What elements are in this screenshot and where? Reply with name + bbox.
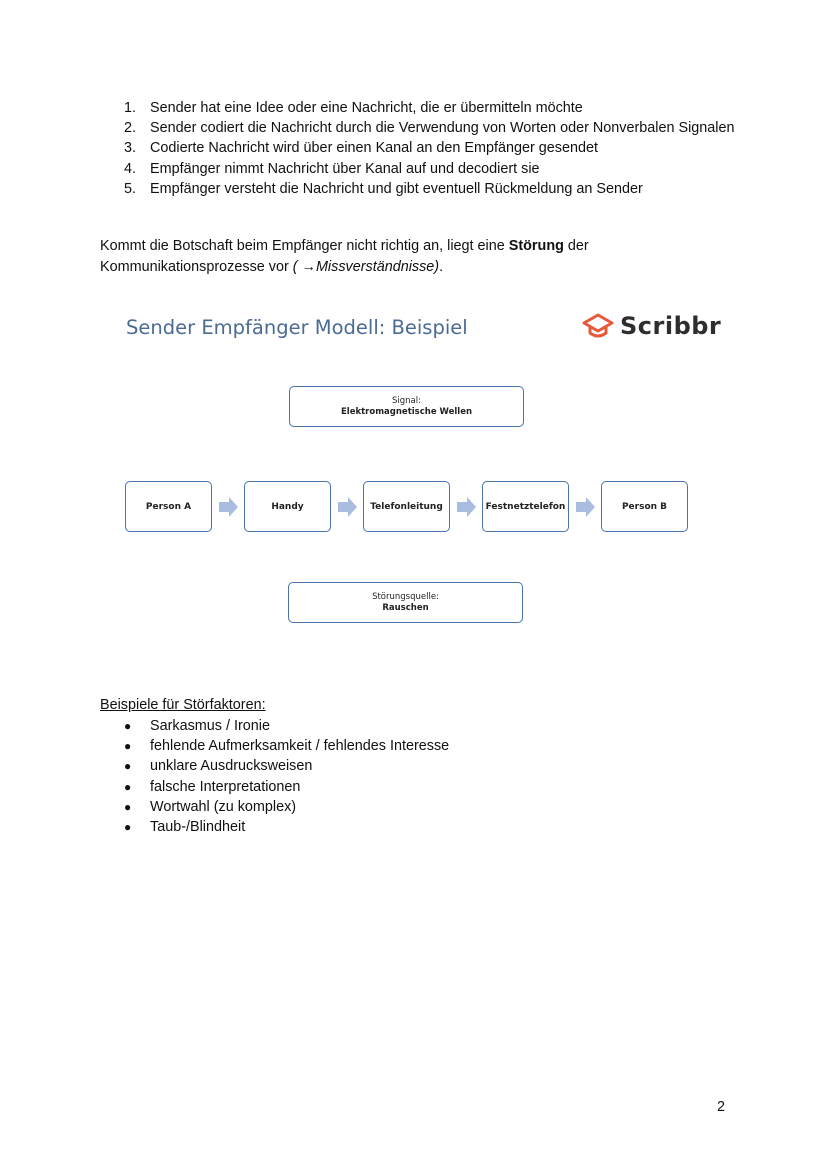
paragraph-italic: ( →Missverständnisse) (292, 258, 440, 275)
signal-value: Elektromagnetische Wellen (340, 406, 473, 417)
node-telefonleitung (363, 481, 450, 532)
list-text: falsche Interpretationen (150, 778, 301, 795)
list-item (100, 736, 449, 756)
list-item (100, 797, 449, 817)
bullet-icon: ● (124, 779, 132, 794)
list-text: Empfänger nimmt Nachricht über Kanal auf und decodiert sie (150, 160, 540, 177)
list-item (100, 159, 740, 179)
stoerung-paragraph (100, 236, 720, 277)
noise-value: Rauschen (382, 602, 429, 613)
list-text: Codierte Nachricht wird über einen Kanal an den Empfänger gesendet (150, 140, 598, 157)
list-number: 5. (124, 180, 137, 197)
node-label: Telefonleitung (370, 501, 443, 512)
node-handy (244, 481, 331, 532)
list-text: Sender hat eine Idee oder eine Nachricht, die er übermitteln möchte (150, 100, 583, 116)
list-item (100, 817, 449, 837)
list-text: Empfänger versteht die Nachricht und gibt eventuell Rückmeldung an Sender (150, 180, 643, 197)
paragraph-text: der Kommunikationsprozesse vor (100, 238, 589, 275)
list-item (100, 138, 740, 158)
list-item (100, 777, 449, 797)
node-label: Festnetztelefon (485, 501, 566, 512)
node-person-a (125, 481, 212, 532)
diagram-title: Sender Empfänger Modell: Beispiel (126, 316, 468, 339)
page-number: 2 (717, 1099, 726, 1115)
node-label: Person A (145, 501, 192, 512)
list-number: 4. (124, 160, 137, 177)
list-text: Wortwahl (zu komplex) (150, 798, 297, 815)
list-number: 2. (124, 120, 137, 137)
list-item (100, 179, 740, 199)
bullet-icon: ● (124, 759, 132, 774)
flow-arrow-icon (576, 497, 596, 517)
logo-text: Scribbr (620, 312, 722, 340)
examples-heading: Beispiele für Störfaktoren: (100, 697, 266, 713)
list-item (100, 756, 449, 776)
steps-list (100, 98, 740, 199)
graduation-cap-icon (582, 312, 614, 340)
list-item (100, 98, 740, 118)
list-text: unklare Ausdrucksweisen (150, 758, 313, 775)
list-number: 3. (124, 140, 137, 157)
list-text: Taub-/Blindheit (150, 819, 246, 836)
paragraph-bold: Störung (508, 238, 564, 254)
node-festnetztelefon (482, 481, 569, 532)
bullet-icon: ● (124, 719, 132, 733)
bullet-icon: ● (124, 820, 132, 835)
flow-arrow-icon (219, 497, 239, 517)
node-label: Handy (271, 501, 304, 512)
list-text: Sarkasmus / Ironie (150, 718, 270, 734)
examples-list (100, 716, 449, 837)
paragraph-text: . (439, 258, 444, 275)
bullet-icon: ● (124, 739, 132, 754)
signal-label: Signal: (392, 395, 421, 406)
flow-arrow-icon (338, 497, 358, 517)
bullet-icon: ● (124, 799, 132, 814)
flow-arrow-icon (457, 497, 477, 517)
list-number: 1. (124, 100, 137, 116)
scribbr-logo (582, 309, 721, 343)
list-item (100, 118, 740, 138)
list-text: Sender codiert die Nachricht durch die Verwendung von Worten oder Nonverbalen Signalen (150, 120, 735, 137)
list-item (100, 716, 449, 736)
noise-label: Störungsquelle: (372, 591, 439, 602)
noise-box (288, 582, 523, 623)
paragraph-text: Kommt die Botschaft beim Empfänger nicht richtig an, liegt eine (100, 238, 509, 254)
signal-box (289, 386, 524, 427)
list-text: fehlende Aufmerksamkeit / fehlendes Interesse (150, 738, 450, 755)
node-person-b (601, 481, 688, 532)
node-label: Person B (621, 501, 668, 512)
